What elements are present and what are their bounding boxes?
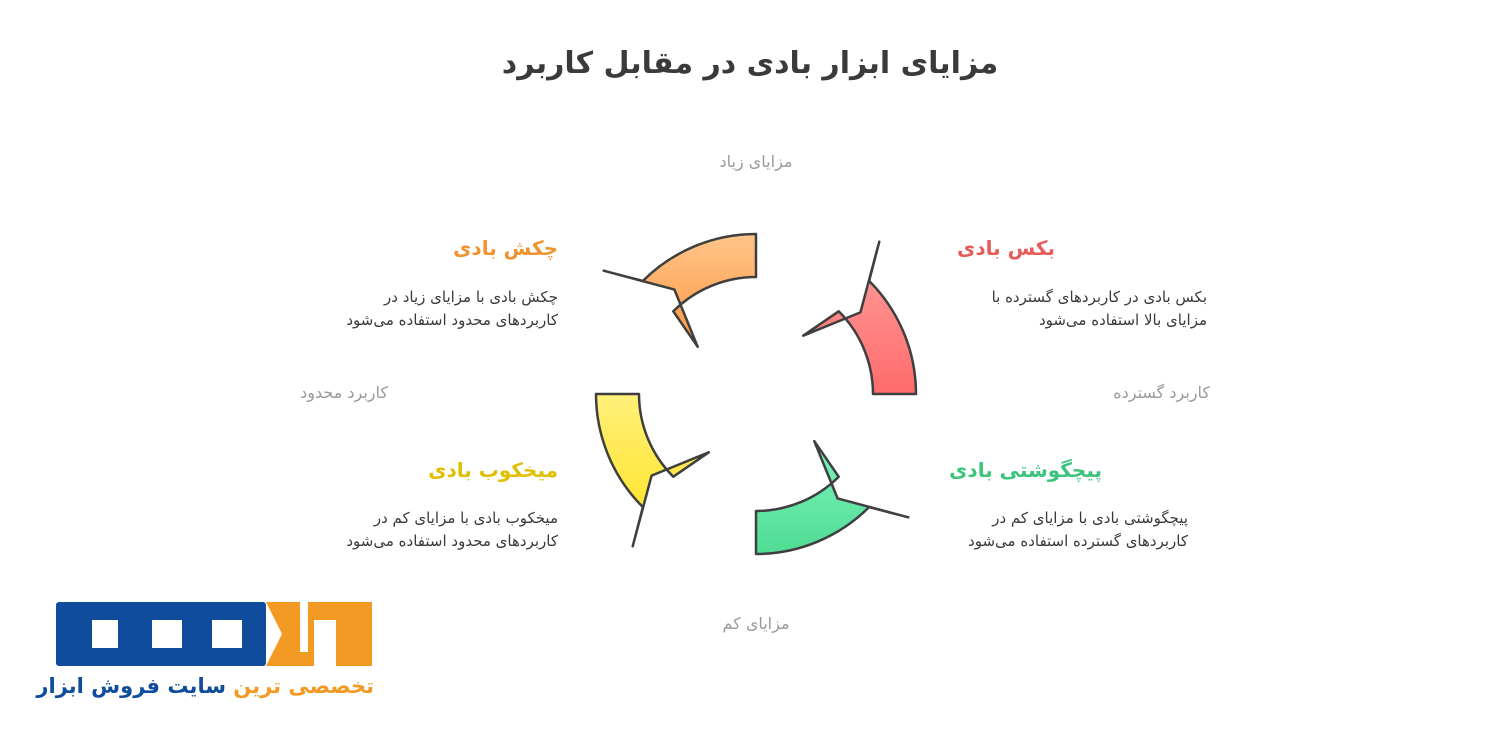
logo-tagline-part2: سایت فروش ابزار bbox=[36, 674, 226, 698]
logo-cut-4 bbox=[314, 620, 336, 666]
quadrant-desc-top-right-line2: مزایای بالا استفاده می‌شود bbox=[1038, 311, 1207, 329]
logo-tagline-part1: تخصصی ترین bbox=[233, 674, 374, 698]
quadrant-desc-top-left-line2: کاربردهای محدود استفاده می‌شود bbox=[346, 311, 558, 329]
axis-label-right: کاربرد گسترده bbox=[1113, 383, 1210, 402]
segment-bottom-left bbox=[596, 394, 709, 546]
company-logo bbox=[36, 598, 382, 708]
segment-bottom-right bbox=[756, 441, 908, 554]
quadrant-desc-bottom-left-line2: کاربردهای محدود استفاده می‌شود bbox=[346, 532, 558, 550]
quadrant-title-bottom-left: میخکوب بادی bbox=[428, 458, 558, 482]
quadrant-desc-bottom-right-line1: پیچگوشتی بادی با مزایای کم در bbox=[992, 509, 1188, 527]
quadrant-desc-top-right-line1: بکس بادی در کاربردهای گسترده با bbox=[991, 288, 1207, 306]
axis-label-top: مزایای زیاد bbox=[719, 152, 793, 171]
logo-tagline bbox=[36, 674, 374, 698]
logo-cut-2 bbox=[152, 620, 182, 648]
segment-top-left bbox=[604, 234, 756, 347]
quadrant-title-top-right: بکس بادی bbox=[957, 236, 1055, 260]
logo-cut-5 bbox=[300, 602, 308, 652]
logo-cut-3 bbox=[212, 620, 242, 648]
quadrant-title-top-left: چکش بادی bbox=[453, 236, 558, 260]
quadrant-desc-bottom-left-line1: میخکوب بادی با مزایای کم در bbox=[373, 509, 558, 527]
segment-top-right bbox=[803, 242, 916, 394]
quadrant-title-bottom-right: پیچگوشتی بادی bbox=[949, 458, 1102, 482]
quadrant-desc-top-left-line1: چکش بادی با مزایای زیاد در bbox=[384, 288, 558, 306]
logo-cut-1 bbox=[92, 620, 118, 648]
axis-label-bottom: مزایای کم bbox=[722, 614, 790, 633]
axis-label-left: کاربرد محدود bbox=[300, 383, 388, 402]
diagram-title: مزایای ابزار بادی در مقابل کاربرد bbox=[501, 46, 999, 81]
quadrant-desc-bottom-right-line2: کاربردهای گسترده استفاده می‌شود bbox=[968, 532, 1188, 550]
